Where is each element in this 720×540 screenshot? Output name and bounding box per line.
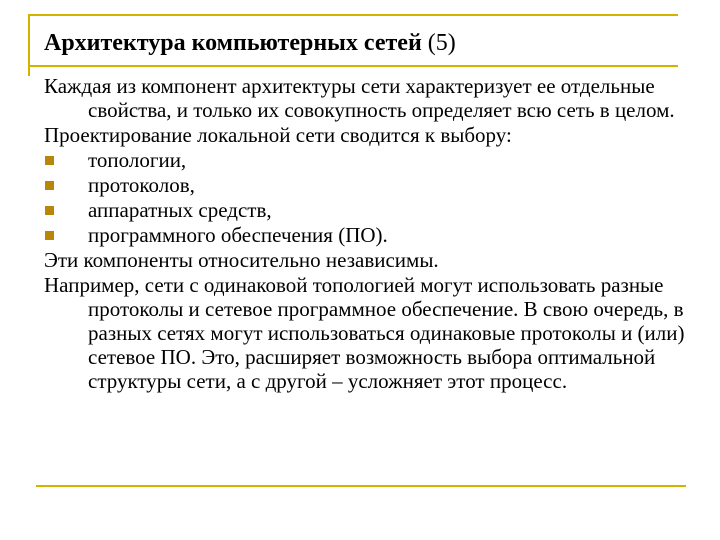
paragraph-components: Каждая из компонент архитектуры сети характеризует ее отдельные свойства, и только их совокупность определяет всю сеть в целом. [44, 74, 675, 122]
list-item [44, 148, 694, 172]
square-bullet-icon [45, 181, 54, 190]
slide-title-text: Архитектура компьютерных сетей [44, 30, 422, 56]
list-item [44, 223, 694, 247]
square-bullet-icon [45, 231, 54, 240]
list-item [44, 198, 694, 222]
list-item-text: программного обеспечения (ПО). [88, 223, 388, 247]
list-item-text: аппаратных средств, [88, 198, 272, 222]
list-item-text: протоколов, [88, 173, 195, 197]
bottom-divider-line [36, 485, 686, 487]
slide-title-number: (5) [427, 30, 456, 56]
paragraph-design: Проектирование локальной сети сводится к выбору: [44, 123, 512, 147]
list-item-text: топологии, [88, 148, 187, 172]
square-bullet-icon [45, 156, 54, 165]
title-underline [28, 65, 678, 67]
slide-title [44, 30, 456, 57]
slide-body [44, 74, 694, 394]
square-bullet-icon [45, 206, 54, 215]
title-accent-top-line [28, 14, 678, 16]
paragraph-independence: Эти компоненты относительно независимы. [44, 248, 439, 272]
paragraph-example: Например, сети с одинаковой топологией могут использовать разные протоколы и сетевое программное обеспечение. В свою очередь, в разных сетях могут использоваться одинаковые протоколы и (или) сетевое ПО. Это, расширяет возможность выбора оптимальной структуры сети, а с другой – усложняет этот процесс. [44, 273, 685, 393]
list-item [44, 173, 694, 197]
